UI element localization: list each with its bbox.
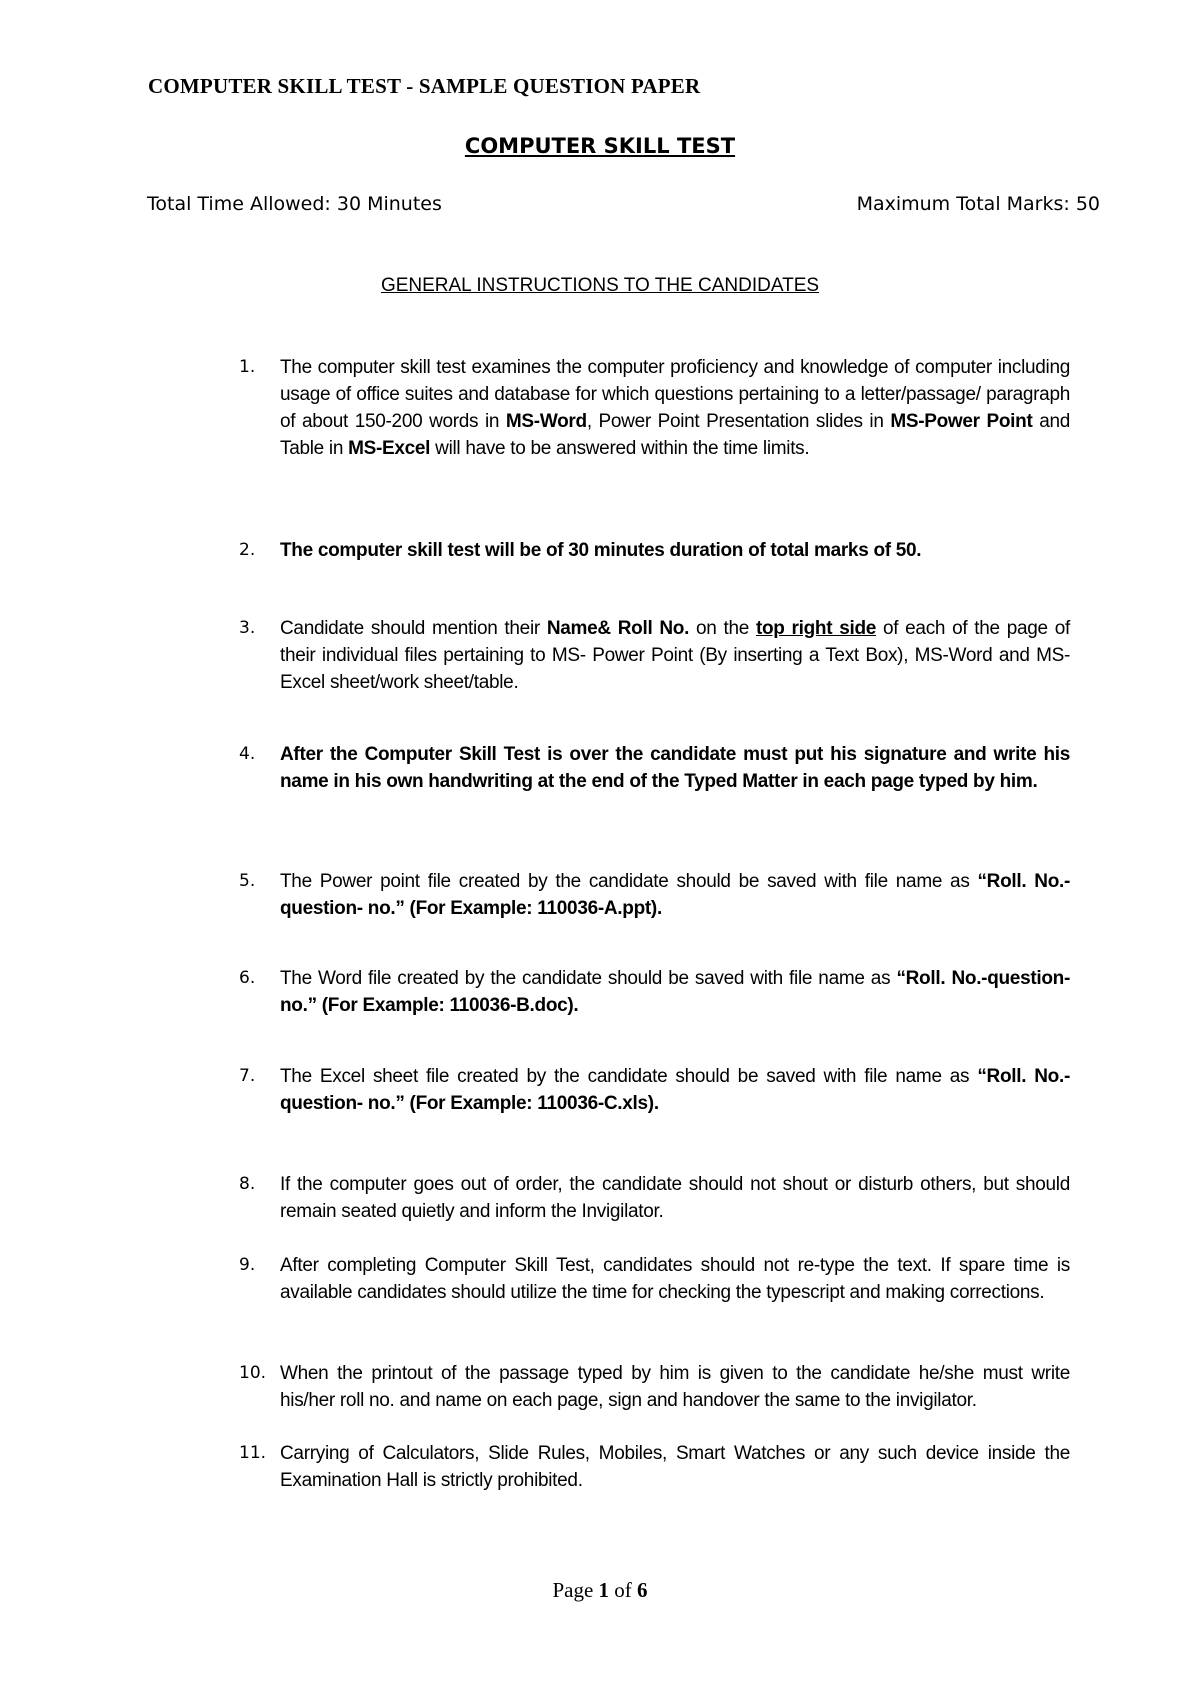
item-number: 8.: [239, 1174, 256, 1194]
item-number: 10.: [239, 1363, 267, 1383]
instruction-item-11: 11. Carrying of Calculators, Slide Rules, Mobiles, Smart Watches or any such device inside the Examination Hall is strictly prohibited.: [280, 1440, 1070, 1494]
maximum-marks: Maximum Total Marks: 50: [856, 193, 1100, 215]
instructions-heading: GENERAL INSTRUCTIONS TO THE CANDIDATES: [380, 275, 820, 296]
instruction-item-3: 3. Candidate should mention their Name& Roll No. on the top right side of each of the page of their individual files pertaining to MS- Power Point (By inserting a Text Box), MS-Word and MS- Excel sheet/work sheet/table.: [280, 615, 1070, 696]
item-number: 6.: [239, 968, 256, 988]
instruction-item-6: 6. The Word file created by the candidate should be saved with file name as “Roll. No.-question- no.” (For Example: 110036-B.doc).: [280, 965, 1070, 1019]
page-footer: [0, 1578, 1200, 1603]
page-label: Page: [552, 1578, 594, 1602]
item-number: 3.: [239, 618, 256, 638]
item-number: 2.: [239, 540, 256, 560]
item-number: 7.: [239, 1066, 256, 1086]
item-number: 5.: [239, 871, 256, 891]
paper-header: COMPUTER SKILL TEST - SAMPLE QUESTION PAPER: [148, 74, 701, 98]
instruction-item-1: 1. The computer skill test examines the computer proficiency and knowledge of computer including usage of office suites and database for which questions pertaining to a letter/passage/ paragraph of about 150-200 words in MS-Word, Power Point Presentation slides in MS-Power Point and Table in MS-Excel will have to be answered within the time limits.: [280, 354, 1070, 462]
instruction-item-5: 5. The Power point file created by the candidate should be saved with file name as “Roll. No.-question- no.” (For Example: 110036-A.ppt).: [280, 868, 1070, 922]
total-pages-number: 6: [637, 1578, 648, 1602]
of-label: of: [614, 1578, 632, 1602]
item-number: 11.: [239, 1443, 267, 1463]
instruction-item-9: 9. After completing Computer Skill Test, candidates should not re-type the text. If spare time is available candidates should utilize the time for checking the typescript and making corrections.: [280, 1252, 1070, 1306]
item-number: 4.: [239, 744, 256, 764]
instruction-item-2: 2. The computer skill test will be of 30 minutes duration of total marks of 50.: [280, 537, 1070, 564]
instruction-item-8: 8. If the computer goes out of order, the candidate should not shout or disturb others, but should remain seated quietly and inform the Invigilator.: [280, 1171, 1070, 1225]
instruction-item-7: 7. The Excel sheet file created by the candidate should be saved with file name as “Roll. No.-question- no.” (For Example: 110036-C.xls).: [280, 1063, 1070, 1117]
item-number: 9.: [239, 1255, 256, 1275]
time-allowed: Total Time Allowed: 30 Minutes: [147, 193, 442, 215]
current-page-number: 1: [598, 1578, 610, 1602]
instruction-item-4: 4. After the Computer Skill Test is over the candidate must put his signature and write his name in his own handwriting at the end of the Typed Matter in each page typed by him.: [280, 741, 1070, 795]
instruction-item-10: 10. When the printout of the passage typed by him is given to the candidate he/she must write his/her roll no. and name on each page, sign and handover the same to the invigilator.: [280, 1360, 1070, 1414]
page-title: COMPUTER SKILL TEST: [464, 134, 736, 158]
item-number: 1.: [239, 357, 256, 377]
